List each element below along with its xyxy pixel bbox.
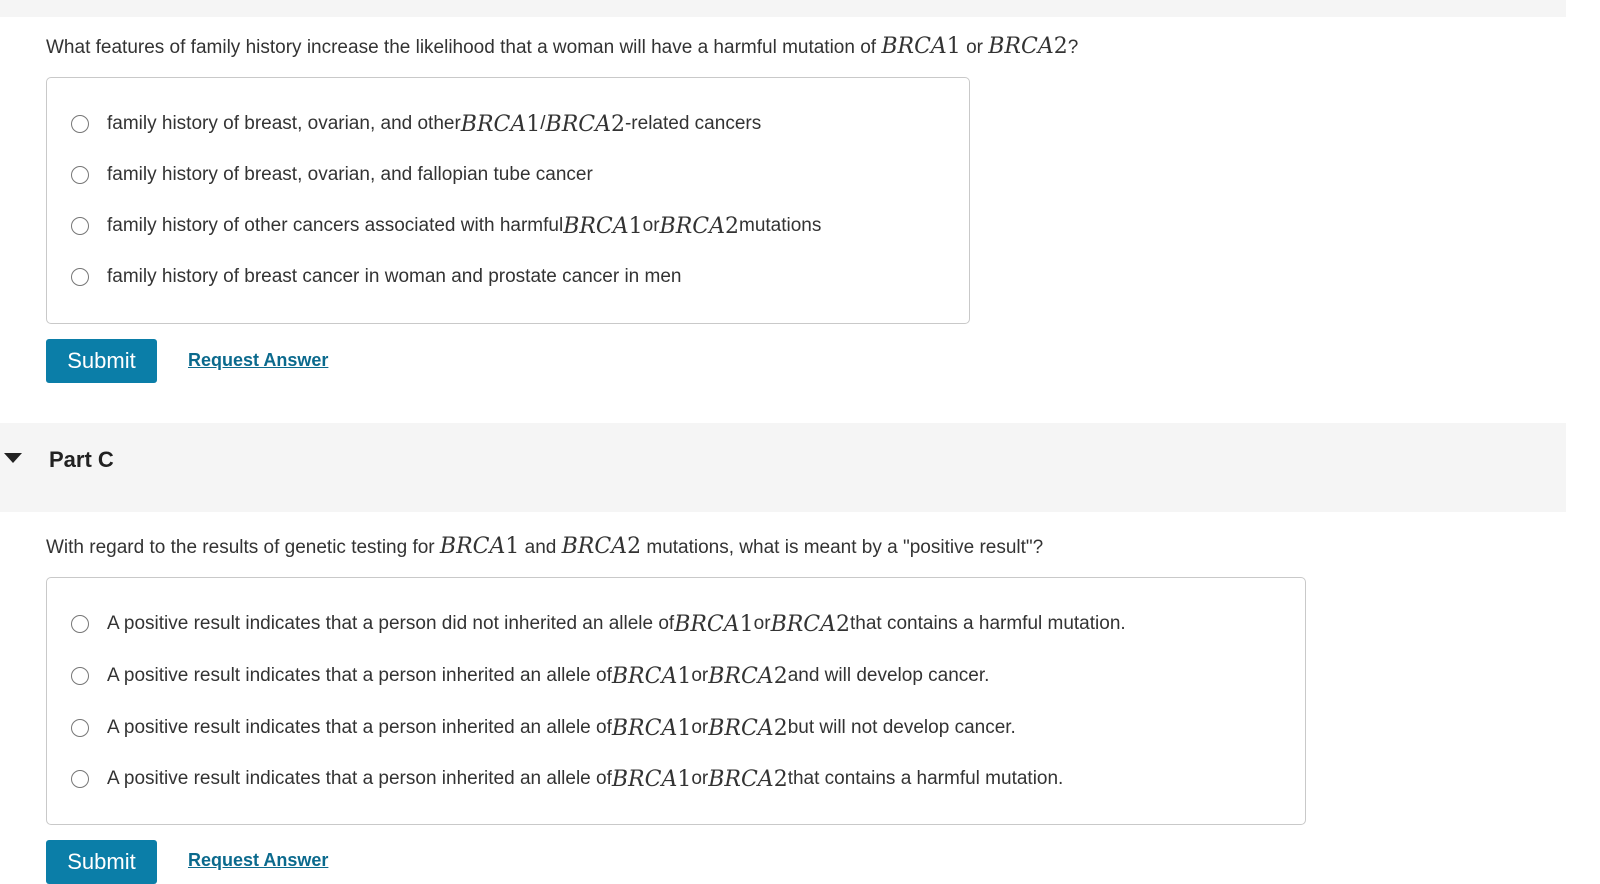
- radio-circle-icon[interactable]: [71, 770, 89, 788]
- radio-circle-icon[interactable]: [71, 667, 89, 685]
- part-c-option-3[interactable]: A positive result indicates that a person inherited an allele of BRCA1 or BRCA2 but will not develop cancer.: [71, 713, 1016, 743]
- part-b-question: What features of family history increase the likelihood that a woman will have a harmful mutation of BRCA1 or BRCA2?: [46, 34, 1079, 59]
- math-brca1: BRCA1: [439, 534, 520, 559]
- math-brca1: BRCA1: [611, 715, 692, 741]
- part-b-submit-button[interactable]: Submit: [46, 339, 157, 383]
- radio-circle-icon[interactable]: [71, 115, 89, 133]
- part-c-submit-button[interactable]: Submit: [46, 840, 157, 884]
- question-text: With regard to the results of genetic testing for: [46, 537, 440, 558]
- math-brca1: BRCA1: [611, 766, 692, 792]
- previous-section-band: [0, 0, 1566, 17]
- question-text: What features of family history increase the likelihood that a woman will have a harmful mutation of: [46, 37, 882, 58]
- option-label: family history of breast, ovarian, and other: [107, 113, 461, 134]
- part-b-option-1[interactable]: family history of breast, ovarian, and other BRCA1 / BRCA2 -related cancers: [71, 109, 761, 139]
- math-brca1: BRCA1: [674, 611, 754, 637]
- part-c-request-answer-link[interactable]: Request Answer: [188, 850, 329, 870]
- math-brca1: BRCA1: [881, 34, 961, 59]
- math-brca2: BRCA2: [659, 213, 739, 239]
- math-brca2: BRCA2: [708, 663, 788, 689]
- caret-down-icon[interactable]: [4, 453, 22, 463]
- option-label: A positive result indicates that a person did not inherited an allele of: [107, 613, 675, 634]
- math-brca2: BRCA2: [988, 34, 1068, 59]
- part-c-option-2[interactable]: A positive result indicates that a person inherited an allele of BRCA1 or BRCA2 and will develop cancer.: [71, 661, 989, 691]
- math-brca1: BRCA1: [563, 213, 643, 239]
- math-brca2: BRCA2: [770, 611, 851, 637]
- part-c-options-box: [46, 577, 1306, 825]
- part-b-option-4[interactable]: [71, 262, 682, 292]
- math-brca1: BRCA1: [611, 663, 692, 689]
- part-c-header[interactable]: [0, 423, 1566, 512]
- option-label: A positive result indicates that a person inherited an allele of: [107, 768, 612, 789]
- radio-circle-icon[interactable]: [71, 166, 89, 184]
- radio-circle-icon[interactable]: [71, 268, 89, 286]
- option-label: family history of breast, ovarian, and fallopian tube cancer: [107, 164, 593, 185]
- part-b-option-3[interactable]: family history of other cancers associated with harmful BRCA1 or BRCA2 mutations: [71, 211, 821, 241]
- option-label: family history of breast cancer in woman and prostate cancer in men: [107, 266, 682, 287]
- part-b-options-box: [46, 77, 970, 324]
- radio-circle-icon[interactable]: [71, 217, 89, 235]
- option-label: A positive result indicates that a person inherited an allele of: [107, 717, 612, 738]
- math-brca2: BRCA2: [708, 766, 788, 792]
- part-b-option-2[interactable]: [71, 160, 593, 190]
- option-label: A positive result indicates that a person inherited an allele of: [107, 665, 612, 686]
- radio-circle-icon[interactable]: [71, 719, 89, 737]
- radio-circle-icon[interactable]: [71, 615, 89, 633]
- math-brca2: BRCA2: [561, 534, 642, 559]
- part-c-option-4[interactable]: A positive result indicates that a person inherited an allele of BRCA1 or BRCA2 that contains a harmful mutation.: [71, 764, 1063, 794]
- option-label: family history of other cancers associated with harmful: [107, 215, 564, 236]
- part-c-option-1[interactable]: A positive result indicates that a person did not inherited an allele of BRCA1 or BRCA2 that contains a harmful mutation.: [71, 609, 1126, 639]
- math-brca2: BRCA2: [545, 111, 625, 137]
- part-c-question: With regard to the results of genetic testing for BRCA1 and BRCA2 mutations, what is meant by a "positive result"?: [46, 534, 1044, 559]
- math-brca1: BRCA1: [460, 111, 541, 137]
- math-brca2: BRCA2: [708, 715, 788, 741]
- part-c-title: Part C: [49, 447, 114, 472]
- part-b-request-answer-link[interactable]: Request Answer: [188, 350, 329, 370]
